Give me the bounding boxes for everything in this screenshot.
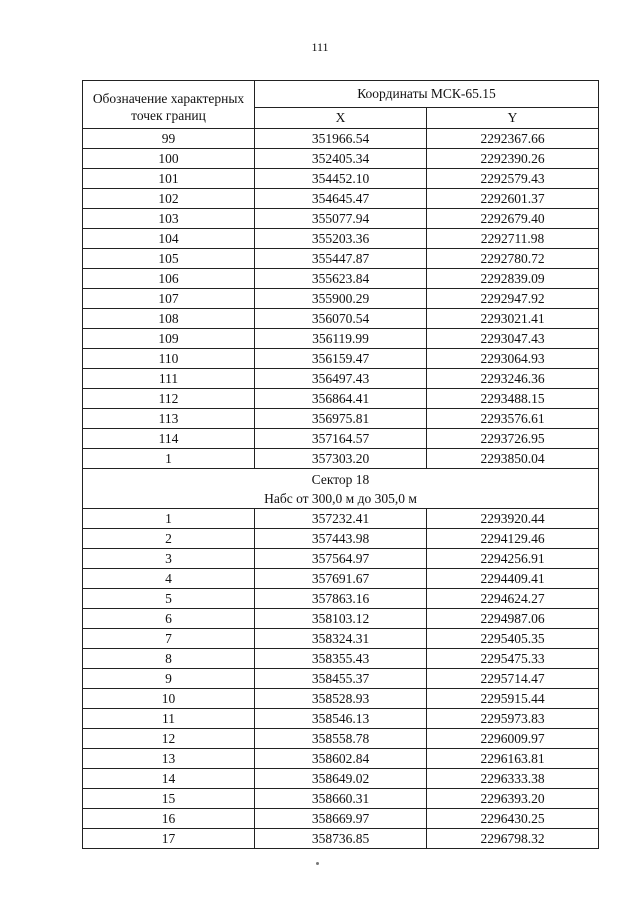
point-id-cell: 7 bbox=[83, 629, 255, 649]
point-id-cell: 4 bbox=[83, 569, 255, 589]
point-id-cell: 105 bbox=[83, 249, 255, 269]
y-coordinate-cell: 2292780.72 bbox=[427, 249, 599, 269]
x-coordinate-cell: 358355.43 bbox=[255, 649, 427, 669]
table-row bbox=[83, 169, 599, 189]
x-coordinate-cell: 357232.41 bbox=[255, 509, 427, 529]
x-coordinate-cell: 355077.94 bbox=[255, 209, 427, 229]
x-coordinate-cell: 356497.43 bbox=[255, 369, 427, 389]
table-row bbox=[83, 509, 599, 529]
table-row bbox=[83, 289, 599, 309]
header-x-label: X bbox=[255, 108, 427, 129]
x-coordinate-cell: 356864.41 bbox=[255, 389, 427, 409]
y-coordinate-cell: 2296798.32 bbox=[427, 829, 599, 849]
table-row bbox=[83, 629, 599, 649]
y-coordinate-cell: 2293047.43 bbox=[427, 329, 599, 349]
header-row bbox=[83, 81, 599, 108]
table-row bbox=[83, 569, 599, 589]
y-coordinate-cell: 2295714.47 bbox=[427, 669, 599, 689]
table-row bbox=[83, 789, 599, 809]
x-coordinate-cell: 354452.10 bbox=[255, 169, 427, 189]
point-id-cell: 13 bbox=[83, 749, 255, 769]
y-coordinate-cell: 2294409.41 bbox=[427, 569, 599, 589]
table-row bbox=[83, 729, 599, 749]
y-coordinate-cell: 2296393.20 bbox=[427, 789, 599, 809]
y-coordinate-cell: 2294624.27 bbox=[427, 589, 599, 609]
point-id-cell: 5 bbox=[83, 589, 255, 609]
point-id-cell: 11 bbox=[83, 709, 255, 729]
x-coordinate-cell: 356975.81 bbox=[255, 409, 427, 429]
table-row bbox=[83, 829, 599, 849]
sector-row bbox=[83, 469, 599, 509]
x-coordinate-cell: 356119.99 bbox=[255, 329, 427, 349]
point-id-cell: 9 bbox=[83, 669, 255, 689]
table-row bbox=[83, 249, 599, 269]
table-row bbox=[83, 449, 599, 469]
table-row bbox=[83, 269, 599, 289]
table-row bbox=[83, 189, 599, 209]
y-coordinate-cell: 2293246.36 bbox=[427, 369, 599, 389]
table-row bbox=[83, 369, 599, 389]
y-coordinate-cell: 2295915.44 bbox=[427, 689, 599, 709]
point-id-cell: 2 bbox=[83, 529, 255, 549]
y-coordinate-cell: 2294256.91 bbox=[427, 549, 599, 569]
table-row bbox=[83, 429, 599, 449]
y-coordinate-cell: 2295405.35 bbox=[427, 629, 599, 649]
x-coordinate-cell: 358324.31 bbox=[255, 629, 427, 649]
x-coordinate-cell: 358103.12 bbox=[255, 609, 427, 629]
y-coordinate-cell: 2294987.06 bbox=[427, 609, 599, 629]
point-id-cell: 113 bbox=[83, 409, 255, 429]
x-coordinate-cell: 357164.57 bbox=[255, 429, 427, 449]
table-row bbox=[83, 649, 599, 669]
y-coordinate-cell: 2292947.92 bbox=[427, 289, 599, 309]
x-coordinate-cell: 358528.93 bbox=[255, 689, 427, 709]
point-id-cell: 12 bbox=[83, 729, 255, 749]
table-row bbox=[83, 669, 599, 689]
x-coordinate-cell: 358558.78 bbox=[255, 729, 427, 749]
y-coordinate-cell: 2292601.37 bbox=[427, 189, 599, 209]
y-coordinate-cell: 2292390.26 bbox=[427, 149, 599, 169]
sector-title: Сектор 18 bbox=[311, 471, 370, 487]
x-coordinate-cell: 357303.20 bbox=[255, 449, 427, 469]
x-coordinate-cell: 358546.13 bbox=[255, 709, 427, 729]
y-coordinate-cell: 2292579.43 bbox=[427, 169, 599, 189]
x-coordinate-cell: 357863.16 bbox=[255, 589, 427, 609]
page-number: 111 bbox=[311, 40, 329, 54]
y-coordinate-cell: 2293726.95 bbox=[427, 429, 599, 449]
y-coordinate-cell: 2292839.09 bbox=[427, 269, 599, 289]
x-coordinate-cell: 351966.54 bbox=[255, 129, 427, 149]
table-row bbox=[83, 549, 599, 569]
x-coordinate-cell: 357443.98 bbox=[255, 529, 427, 549]
coordinates-table bbox=[82, 80, 599, 849]
point-id-cell: 99 bbox=[83, 129, 255, 149]
point-id-cell: 107 bbox=[83, 289, 255, 309]
point-id-cell: 16 bbox=[83, 809, 255, 829]
point-id-cell: 8 bbox=[83, 649, 255, 669]
x-coordinate-cell: 355447.87 bbox=[255, 249, 427, 269]
point-id-cell: 100 bbox=[83, 149, 255, 169]
x-coordinate-cell: 356070.54 bbox=[255, 309, 427, 329]
point-id-cell: 109 bbox=[83, 329, 255, 349]
table-row bbox=[83, 149, 599, 169]
table-row bbox=[83, 229, 599, 249]
point-id-cell: 1 bbox=[83, 509, 255, 529]
y-coordinate-cell: 2296009.97 bbox=[427, 729, 599, 749]
y-coordinate-cell: 2296333.38 bbox=[427, 769, 599, 789]
y-coordinate-cell: 2294129.46 bbox=[427, 529, 599, 549]
y-coordinate-cell: 2293488.15 bbox=[427, 389, 599, 409]
point-id-cell: 110 bbox=[83, 349, 255, 369]
point-id-cell: 14 bbox=[83, 769, 255, 789]
y-coordinate-cell: 2292367.66 bbox=[427, 129, 599, 149]
table-row bbox=[83, 769, 599, 789]
ink-speck bbox=[316, 862, 319, 865]
x-coordinate-cell: 352405.34 bbox=[255, 149, 427, 169]
point-id-cell: 10 bbox=[83, 689, 255, 709]
table-row bbox=[83, 689, 599, 709]
header-coords-label: Координаты МСК-65.15 bbox=[255, 81, 599, 108]
header-point-label: Обозначение характерных точек границ bbox=[83, 81, 255, 129]
header-y-label: Y bbox=[427, 108, 599, 129]
table-row bbox=[83, 209, 599, 229]
point-id-cell: 102 bbox=[83, 189, 255, 209]
table-row bbox=[83, 709, 599, 729]
y-coordinate-cell: 2296163.81 bbox=[427, 749, 599, 769]
y-coordinate-cell: 2293920.44 bbox=[427, 509, 599, 529]
x-coordinate-cell: 358669.97 bbox=[255, 809, 427, 829]
y-coordinate-cell: 2293021.41 bbox=[427, 309, 599, 329]
table-row bbox=[83, 749, 599, 769]
point-id-cell: 106 bbox=[83, 269, 255, 289]
table-row bbox=[83, 529, 599, 549]
x-coordinate-cell: 358455.37 bbox=[255, 669, 427, 689]
table-row bbox=[83, 349, 599, 369]
x-coordinate-cell: 357564.97 bbox=[255, 549, 427, 569]
x-coordinate-cell: 358736.85 bbox=[255, 829, 427, 849]
sector-heading bbox=[83, 469, 599, 509]
x-coordinate-cell: 358602.84 bbox=[255, 749, 427, 769]
y-coordinate-cell: 2293064.93 bbox=[427, 349, 599, 369]
table-row bbox=[83, 589, 599, 609]
x-coordinate-cell: 358660.31 bbox=[255, 789, 427, 809]
point-id-cell: 112 bbox=[83, 389, 255, 409]
y-coordinate-cell: 2296430.25 bbox=[427, 809, 599, 829]
table-row bbox=[83, 809, 599, 829]
x-coordinate-cell: 357691.67 bbox=[255, 569, 427, 589]
y-coordinate-cell: 2293576.61 bbox=[427, 409, 599, 429]
x-coordinate-cell: 358649.02 bbox=[255, 769, 427, 789]
table-row bbox=[83, 309, 599, 329]
point-id-cell: 1 bbox=[83, 449, 255, 469]
point-id-cell: 103 bbox=[83, 209, 255, 229]
point-id-cell: 114 bbox=[83, 429, 255, 449]
sector-subtitle: Набс от 300,0 м до 305,0 м bbox=[264, 490, 417, 506]
point-id-cell: 108 bbox=[83, 309, 255, 329]
y-coordinate-cell: 2295973.83 bbox=[427, 709, 599, 729]
x-coordinate-cell: 355203.36 bbox=[255, 229, 427, 249]
y-coordinate-cell: 2293850.04 bbox=[427, 449, 599, 469]
y-coordinate-cell: 2295475.33 bbox=[427, 649, 599, 669]
x-coordinate-cell: 354645.47 bbox=[255, 189, 427, 209]
point-id-cell: 17 bbox=[83, 829, 255, 849]
table-row bbox=[83, 129, 599, 149]
table-row bbox=[83, 609, 599, 629]
point-id-cell: 15 bbox=[83, 789, 255, 809]
table-row bbox=[83, 329, 599, 349]
point-id-cell: 111 bbox=[83, 369, 255, 389]
point-id-cell: 3 bbox=[83, 549, 255, 569]
y-coordinate-cell: 2292679.40 bbox=[427, 209, 599, 229]
x-coordinate-cell: 355623.84 bbox=[255, 269, 427, 289]
point-id-cell: 104 bbox=[83, 229, 255, 249]
y-coordinate-cell: 2292711.98 bbox=[427, 229, 599, 249]
x-coordinate-cell: 356159.47 bbox=[255, 349, 427, 369]
point-id-cell: 6 bbox=[83, 609, 255, 629]
coordinates-table-body bbox=[83, 81, 599, 849]
table-row bbox=[83, 409, 599, 429]
point-id-cell: 101 bbox=[83, 169, 255, 189]
x-coordinate-cell: 355900.29 bbox=[255, 289, 427, 309]
table-row bbox=[83, 389, 599, 409]
